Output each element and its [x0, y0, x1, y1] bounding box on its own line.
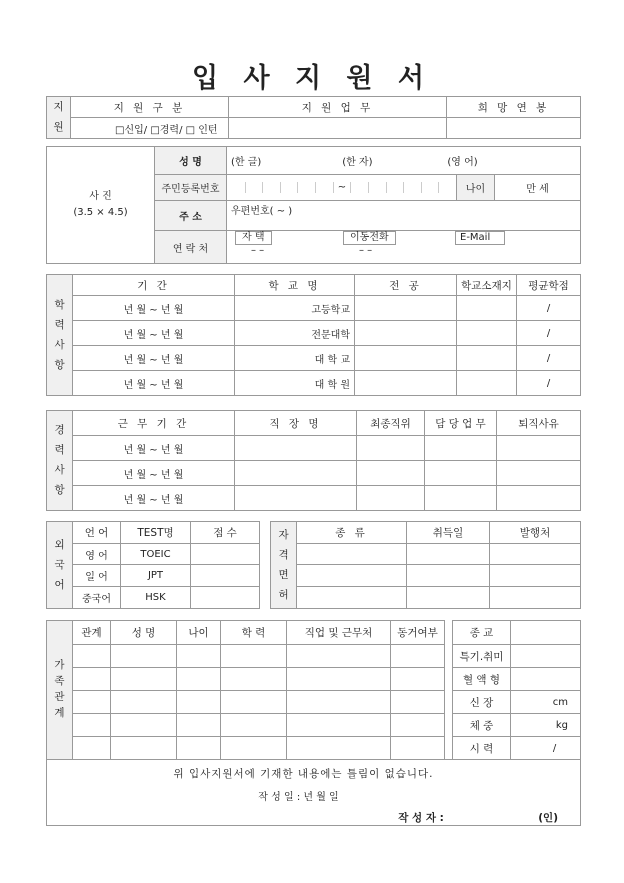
table-row — [47, 296, 581, 321]
career-header-period: 근 무 기 간 — [73, 411, 235, 436]
edu-school-field[interactable]: 대 학 원 — [235, 371, 355, 396]
family-field[interactable] — [73, 691, 111, 714]
written-date[interactable]: 작 성 일 : 년 월 일 — [258, 792, 339, 803]
name-english: (영 어) — [447, 157, 478, 168]
section-label-family: 가족관계 — [47, 621, 73, 760]
mobile-phone[interactable] — [335, 231, 447, 263]
edu-period-field[interactable]: 년 월 ~ 년 월 — [73, 296, 235, 321]
edu-location-field[interactable] — [457, 346, 517, 371]
lang-name: 영 어 — [73, 544, 121, 565]
edu-school-field[interactable]: 대 학 교 — [235, 346, 355, 371]
family-header-job: 직업 및 근무처 — [287, 621, 391, 645]
family-field[interactable] — [221, 714, 287, 737]
lang-score-field[interactable] — [191, 565, 260, 587]
edu-header-school: 학 교 명 — [235, 275, 355, 296]
edu-gpa-field[interactable]: / — [517, 346, 581, 371]
form-title: 입 사 지 원 서 — [191, 63, 432, 94]
section-label-license: 자격면허 — [271, 522, 297, 609]
license-date-field[interactable] — [407, 565, 490, 587]
family-field[interactable] — [177, 691, 221, 714]
table-row — [47, 737, 581, 760]
rrn-separator: ~ — [333, 182, 351, 193]
family-field[interactable] — [73, 668, 111, 691]
table-row — [47, 668, 581, 691]
license-type-field[interactable] — [297, 587, 407, 609]
address-field[interactable] — [227, 201, 581, 231]
license-header-date: 취득일 — [407, 522, 490, 544]
name-field[interactable] — [227, 147, 581, 175]
career-period-field[interactable]: 년 월 ~ 년 월 — [73, 461, 235, 486]
edu-period-field[interactable]: 년 월 ~ 년 월 — [73, 321, 235, 346]
address-label: 주 소 — [155, 201, 227, 231]
mobile-phone-dashes: – – — [359, 245, 373, 256]
family-header-education: 학 력 — [221, 621, 287, 645]
license-header-type: 종 류 — [297, 522, 407, 544]
lang-score-field[interactable] — [191, 587, 260, 609]
email[interactable] — [447, 231, 580, 263]
mobile-phone-label: 이동전화 — [343, 231, 396, 245]
family-field[interactable] — [391, 645, 445, 668]
side-label-hobby: 특기.취미 — [453, 645, 511, 668]
family-field[interactable] — [287, 714, 391, 737]
side-label-weight: 체 중 — [453, 714, 511, 737]
table-row — [47, 436, 581, 461]
language-table — [46, 521, 260, 609]
contact-field[interactable] — [227, 231, 581, 264]
side-label-height: 신 장 — [453, 691, 511, 714]
header-category: 지 원 구 분 — [71, 97, 229, 118]
table-row — [47, 461, 581, 486]
family-field[interactable] — [111, 645, 177, 668]
table-row — [47, 691, 581, 714]
photo-label: 사 진 — [89, 191, 112, 202]
career-position-field[interactable] — [357, 461, 425, 486]
seal-mark[interactable]: (인) — [538, 812, 558, 824]
license-type-field[interactable] — [297, 565, 407, 587]
section-label-career: 경력사항 — [47, 411, 73, 511]
rrn-field[interactable] — [227, 175, 457, 201]
section-label-language: 외국어 — [47, 522, 73, 609]
writer-label: 작 성 자 : — [398, 812, 444, 824]
lang-name: 일 어 — [73, 565, 121, 587]
career-header-reason: 퇴직사유 — [497, 411, 581, 436]
family-field[interactable] — [177, 737, 221, 760]
name-hanja: (한 자) — [342, 157, 373, 168]
license-date-field[interactable] — [407, 544, 490, 565]
family-field[interactable] — [177, 668, 221, 691]
family-field[interactable] — [177, 645, 221, 668]
table-row — [47, 714, 581, 737]
rrn-grid — [227, 182, 456, 193]
career-company-field[interactable] — [235, 486, 357, 511]
section-label-apply: 지원 — [47, 97, 71, 139]
salary-field[interactable] — [447, 118, 581, 139]
license-issuer-field[interactable] — [490, 587, 581, 609]
photo-box[interactable] — [47, 147, 155, 264]
table-row — [47, 321, 581, 346]
family-header-relation: 관계 — [73, 621, 111, 645]
home-phone[interactable] — [227, 231, 335, 263]
photo-size: (3.5 × 4.5) — [73, 207, 128, 218]
lang-test: HSK — [121, 587, 191, 609]
table-row — [47, 346, 581, 371]
family-field[interactable] — [221, 645, 287, 668]
side-field-religion[interactable] — [511, 621, 581, 645]
table-row — [47, 565, 260, 587]
edu-school-field[interactable]: 전문대학 — [235, 321, 355, 346]
lang-test: TOEIC — [121, 544, 191, 565]
family-table — [46, 620, 581, 826]
edu-major-field[interactable] — [355, 346, 457, 371]
career-header-company: 직 장 명 — [235, 411, 357, 436]
family-header-age: 나이 — [177, 621, 221, 645]
family-field[interactable] — [391, 668, 445, 691]
lang-score-field[interactable] — [191, 544, 260, 565]
career-company-field[interactable] — [235, 436, 357, 461]
career-duty-field[interactable] — [425, 486, 497, 511]
zipcode: 우편번호( ~ ) — [231, 206, 293, 217]
career-company-field[interactable] — [235, 461, 357, 486]
family-field[interactable] — [111, 714, 177, 737]
family-field[interactable] — [111, 691, 177, 714]
section-label-education: 학력사항 — [47, 275, 73, 396]
family-field[interactable] — [111, 737, 177, 760]
edu-location-field[interactable] — [457, 321, 517, 346]
side-field-weight[interactable]: kg — [511, 714, 581, 737]
lang-header-language: 언 어 — [73, 522, 121, 544]
signature-block — [47, 760, 581, 826]
license-header-issuer: 발행처 — [490, 522, 581, 544]
family-field[interactable] — [221, 691, 287, 714]
family-header-name: 성 명 — [111, 621, 177, 645]
application-table — [46, 96, 581, 139]
edu-school-field[interactable]: 고등학교 — [235, 296, 355, 321]
career-header-duty: 담 당 업 무 — [425, 411, 497, 436]
family-field[interactable] — [177, 714, 221, 737]
family-field[interactable] — [221, 737, 287, 760]
career-duty-field[interactable] — [425, 461, 497, 486]
edu-header-period: 기 간 — [73, 275, 235, 296]
lang-test: JPT — [121, 565, 191, 587]
edu-location-field[interactable] — [457, 296, 517, 321]
email-label: E-Mail — [455, 231, 505, 245]
family-field[interactable] — [111, 668, 177, 691]
family-gap — [445, 621, 453, 760]
age-label: 나이 — [457, 175, 495, 201]
table-row — [47, 645, 581, 668]
career-table — [46, 410, 581, 511]
side-label-blood: 혈 액 형 — [453, 668, 511, 691]
header-task: 지 원 업 무 — [229, 97, 447, 118]
license-issuer-field[interactable] — [490, 544, 581, 565]
family-field[interactable] — [221, 668, 287, 691]
family-header-living: 동거여부 — [391, 621, 445, 645]
license-table — [270, 521, 581, 609]
header-salary: 희 망 연 봉 — [447, 97, 581, 118]
rrn-label: 주민등록번호 — [155, 175, 227, 201]
edu-major-field[interactable] — [355, 296, 457, 321]
family-field[interactable] — [287, 691, 391, 714]
side-field-hobby[interactable] — [511, 645, 581, 668]
contact-label: 연 락 처 — [155, 231, 227, 264]
family-field[interactable] — [73, 714, 111, 737]
category-checkboxes[interactable]: □신입/ □경력/ □ 인턴 — [71, 118, 229, 139]
table-row — [271, 587, 581, 609]
license-date-field[interactable] — [407, 587, 490, 609]
career-reason-field[interactable] — [497, 486, 581, 511]
family-field[interactable] — [391, 737, 445, 760]
edu-gpa-field[interactable]: / — [517, 321, 581, 346]
statement: 위 입사지원서에 기재한 내용에는 틀림이 없습니다. — [173, 768, 434, 780]
career-period-field[interactable]: 년 월 ~ 년 월 — [73, 436, 235, 461]
table-row — [47, 587, 260, 609]
side-label-vision: 시 력 — [453, 737, 511, 760]
family-field[interactable] — [287, 737, 391, 760]
family-field[interactable] — [287, 645, 391, 668]
career-reason-field[interactable] — [497, 461, 581, 486]
edu-period-field[interactable]: 년 월 ~ 년 월 — [73, 371, 235, 396]
side-field-height[interactable]: cm — [511, 691, 581, 714]
table-row — [47, 371, 581, 396]
home-phone-dashes: – – — [251, 245, 265, 256]
edu-gpa-field[interactable]: / — [517, 371, 581, 396]
license-issuer-field[interactable] — [490, 565, 581, 587]
family-field[interactable] — [73, 645, 111, 668]
table-row — [47, 544, 260, 565]
edu-header-gpa: 평균학점 — [517, 275, 581, 296]
family-field[interactable] — [287, 668, 391, 691]
lang-name: 중국어 — [73, 587, 121, 609]
side-field-blood[interactable] — [511, 668, 581, 691]
edu-major-field[interactable] — [355, 321, 457, 346]
career-position-field[interactable] — [357, 486, 425, 511]
license-type-field[interactable] — [297, 544, 407, 565]
lang-header-test: TEST명 — [121, 522, 191, 544]
table-row — [271, 544, 581, 565]
family-field[interactable] — [73, 737, 111, 760]
personal-table — [46, 146, 581, 264]
career-period-field[interactable]: 년 월 ~ 년 월 — [73, 486, 235, 511]
career-duty-field[interactable] — [425, 436, 497, 461]
name-hangul: (한 글) — [231, 157, 262, 168]
edu-period-field[interactable]: 년 월 ~ 년 월 — [73, 346, 235, 371]
family-field[interactable] — [391, 691, 445, 714]
table-row — [271, 565, 581, 587]
career-header-position: 최종직위 — [357, 411, 425, 436]
task-field[interactable] — [229, 118, 447, 139]
edu-header-major: 전 공 — [355, 275, 457, 296]
home-phone-label: 자 택 — [235, 231, 272, 245]
lang-header-score: 점 수 — [191, 522, 260, 544]
edu-major-field[interactable] — [355, 371, 457, 396]
career-reason-field[interactable] — [497, 436, 581, 461]
edu-location-field[interactable] — [457, 371, 517, 396]
career-position-field[interactable] — [357, 436, 425, 461]
age-field[interactable]: 만 세 — [495, 175, 581, 201]
side-label-religion: 종 교 — [453, 621, 511, 645]
family-field[interactable] — [391, 714, 445, 737]
side-field-vision[interactable]: / — [511, 737, 581, 760]
edu-header-location: 학교소재지 — [457, 275, 517, 296]
education-table — [46, 274, 581, 396]
table-row — [47, 486, 581, 511]
name-label: 성 명 — [155, 147, 227, 175]
edu-gpa-field[interactable]: / — [517, 296, 581, 321]
